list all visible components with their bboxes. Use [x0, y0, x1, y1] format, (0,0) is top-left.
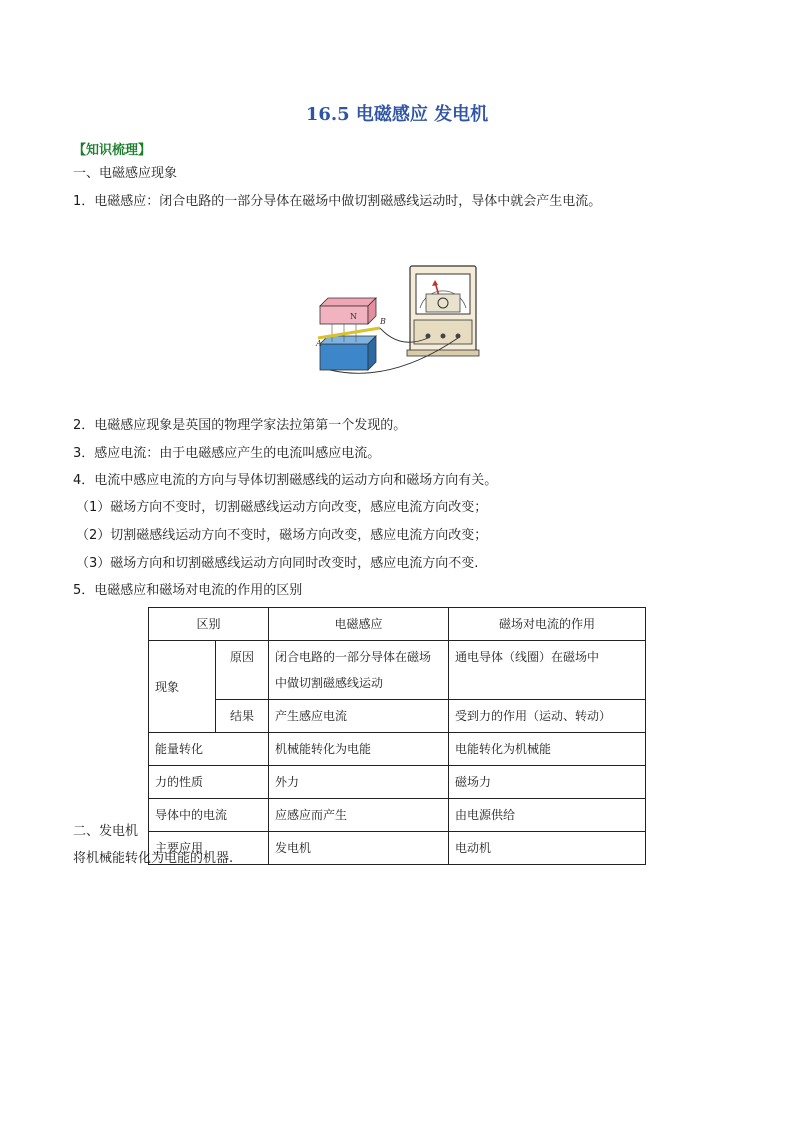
header-cell-magnetic-force: 磁场对电流的作用 — [449, 608, 646, 641]
paragraph-4-3: （3）磁场方向和切割磁感线运动方向同时改变时，感应电流方向不变. — [76, 556, 479, 571]
cell-force: 电能转化为机械能 — [449, 733, 646, 766]
cell-force: 磁场力 — [449, 766, 646, 799]
row-label-phenomenon: 现象 — [149, 641, 216, 733]
paragraph-2: 2．电磁感应现象是英国的物理学家法拉第第一个发现的。 — [73, 418, 407, 433]
row-label: 导体中的电流 — [149, 799, 269, 832]
table-row — [149, 733, 646, 766]
sub-label-cause: 原因 — [216, 641, 269, 700]
conductor-b-label: B — [380, 317, 386, 326]
cell-force: 电动机 — [449, 832, 646, 865]
table-row — [149, 641, 646, 700]
cell-induction: 发电机 — [269, 832, 449, 865]
cell-induction: 机械能转化为电能 — [269, 733, 449, 766]
cell-result-force: 受到力的作用（运动、转动） — [449, 700, 646, 733]
paragraph-4: 4．电流中感应电流的方向与导体切割磁感线的运动方向和磁场方向有关。 — [73, 473, 498, 488]
table-row — [149, 799, 646, 832]
paragraph-3: 3．感应电流：由于电磁感应产生的电流叫感应电流。 — [73, 446, 381, 461]
heading-induction: 一、电磁感应现象 — [73, 166, 178, 181]
cell-induction: 应感应而产生 — [269, 799, 449, 832]
table-header-row — [149, 608, 646, 641]
heading-generator: 二、发电机 — [73, 824, 139, 839]
row-label: 主要应用 — [149, 832, 269, 865]
cell-induction: 外力 — [269, 766, 449, 799]
paragraph-6: 将机械能转化为电能的机器. — [73, 851, 234, 866]
magnet-n-label: N — [350, 312, 357, 321]
header-cell-induction: 电磁感应 — [269, 608, 449, 641]
table-row — [149, 766, 646, 799]
sub-label-result: 结果 — [216, 700, 269, 733]
header-cell-difference: 区别 — [149, 608, 269, 641]
cell-cause-force: 通电导体（线圈）在磁场中 — [449, 641, 646, 700]
cell-force: 由电源供给 — [449, 799, 646, 832]
paragraph-4-2: （2）切割磁感线运动方向不变时，磁场方向改变，感应电流方向改变； — [76, 528, 488, 543]
cell-cause-induction: 闭合电路的一部分导体在磁场中做切割磁感线运动 — [269, 641, 449, 700]
page-title: 16.5 电磁感应 发电机 — [305, 104, 489, 125]
paragraph-5: 5．电磁感应和磁场对电流的作用的区别 — [73, 583, 303, 598]
section-tag: 【知识梳理】 — [73, 143, 152, 158]
induction-apparatus-illustration — [310, 258, 490, 388]
table-row — [149, 700, 646, 733]
paragraph-4-1: （1）磁场方向不变时，切割磁感线运动方向改变，感应电流方向改变； — [76, 500, 488, 515]
paragraph-1: 1．电磁感应：闭合电路的一部分导体在磁场中做切割磁感线运动时，导体中就会产生电流。 — [73, 194, 602, 209]
row-label: 能量转化 — [149, 733, 269, 766]
comparison-table — [148, 607, 646, 865]
row-label: 力的性质 — [149, 766, 269, 799]
cell-result-induction: 产生感应电流 — [269, 700, 449, 733]
conductor-a-label: A — [316, 339, 322, 348]
